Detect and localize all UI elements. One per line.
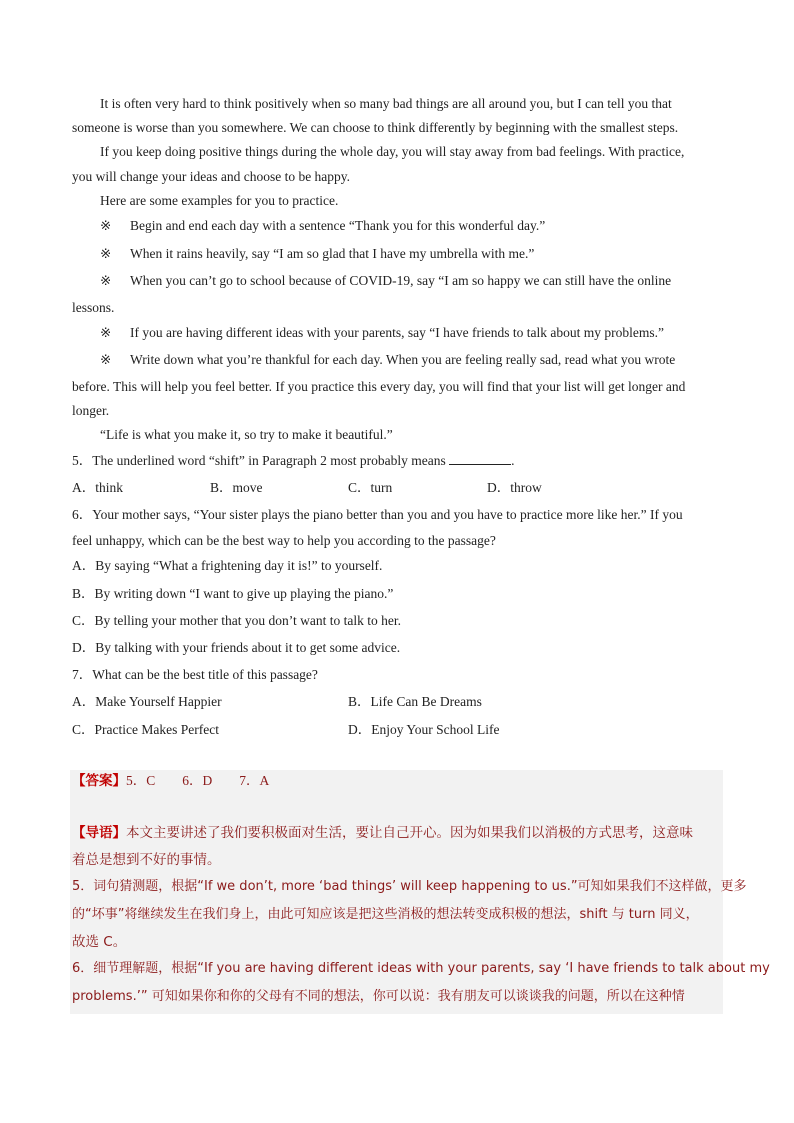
q6-option-d: D．By talking with your friends about it to get some advice. xyxy=(72,640,401,655)
explain-5-line3: 故选 C。 xyxy=(72,934,127,950)
bullet-text: If you are having different ideas with your parents, say “I have friends to talk about my problems.” xyxy=(130,325,664,340)
answer-blank xyxy=(449,451,511,465)
passage-closing: “Life is what you make it, so try to make it beautiful.” xyxy=(100,427,393,442)
passage-p1-line2: someone is worse than you somewhere. We can choose to think differently by beginning with the smallest steps. xyxy=(72,120,679,135)
answer-line xyxy=(72,771,727,791)
explain-6-line2: problems.’” 可知如果你和你的父母有不同的想法，你可以说：我有朋友可以谈谈我的问题，所以在这种情 xyxy=(72,989,685,1004)
answer-tag: 【答案】 xyxy=(72,773,126,789)
bullet-item-1 xyxy=(100,216,750,236)
q6-option-c: C．By telling your mother that you don’t want to talk to her. xyxy=(72,613,401,628)
bullet-item-3-cont: lessons. xyxy=(72,300,115,315)
q7-option-a: A．Make Yourself Happier xyxy=(72,694,222,709)
bullet-item-5-cont2: longer. xyxy=(72,403,110,418)
bullet-item-2 xyxy=(100,244,750,264)
bullet-text: When you can’t go to school because of COVID-19, say “I am so happy we can still have the online xyxy=(130,273,672,288)
bullet-text: When it rains heavily, say “I am so glad that I have my umbrella with me.” xyxy=(130,246,535,261)
bullet-item-4 xyxy=(100,323,750,343)
passage-p2-line2: you will change your ideas and choose to be happy. xyxy=(72,169,351,184)
bullet-item-5 xyxy=(100,350,750,370)
explain-5-line2: 的“坏事”将继续发生在我们身上，由此可知应该是把这些消极的想法转变成积极的想法，shift 与 turn 同义， xyxy=(72,907,699,922)
reference-mark-icon: ※ xyxy=(100,246,112,261)
question-5-stem: 5．The underlined word “shift” in Paragraph 2 most probably means . xyxy=(72,453,515,468)
bullet-item-3 xyxy=(100,271,750,291)
q5-option-d: D．throw xyxy=(487,480,542,495)
question-6-stem-line2: feel unhappy, which can be the best way to help you according to the passage? xyxy=(72,533,496,548)
guide-tag: 【导语】 xyxy=(72,825,126,841)
answer-values: 5．C 6．D 7．A xyxy=(126,773,270,788)
passage-p3: Here are some examples for you to practice. xyxy=(100,193,339,208)
bullet-item-5-cont1: before. This will help you feel better. If you practice this every day, you will find that your list will get longer and xyxy=(72,379,686,394)
reference-mark-icon: ※ xyxy=(100,352,112,367)
q5-option-c: C．turn xyxy=(348,480,393,495)
reference-mark-icon: ※ xyxy=(100,218,112,233)
q6-option-b: B．By writing down “I want to give up playing the piano.” xyxy=(72,586,394,601)
explain-6-line1: 6．细节理解题，根据“If you are having different ideas with your parents, say ‘I have friends to talk about my xyxy=(72,961,770,976)
q7-option-d: D．Enjoy Your School Life xyxy=(348,722,500,737)
q5-option-a: A．think xyxy=(72,480,124,495)
question-6-stem-line1: 6．Your mother says, “Your sister plays the piano better than you and you have to practice more like her.” If you xyxy=(72,507,683,522)
passage-p2-line1: If you keep doing positive things during the whole day, you will stay away from bad feelings. With practice, xyxy=(100,144,685,159)
reference-mark-icon: ※ xyxy=(100,273,112,288)
bullet-text: Write down what you’re thankful for each day. When you are feeling really sad, read what you wrote xyxy=(130,352,676,367)
q7-option-c: C．Practice Makes Perfect xyxy=(72,722,219,737)
question-7-stem: 7．What can be the best title of this passage? xyxy=(72,667,318,682)
guide-line1: 【导语】本文主要讲述了我们要积极面对生活，要让自己开心。因为如果我们以消极的方式思考，这意味 xyxy=(72,825,693,841)
reference-mark-icon: ※ xyxy=(100,325,112,340)
explain-5-line1: 5．词句猜测题，根据“If we don’t, more ‘bad things’ will keep happening to us.”可知如果我们不这样做，更多 xyxy=(72,879,747,894)
guide-line2: 着总是想到不好的事情。 xyxy=(72,852,221,868)
q5-option-b: B．move xyxy=(210,480,263,495)
q7-option-b: B．Life Can Be Dreams xyxy=(348,694,482,709)
q6-option-a: A．By saying “What a frightening day it is!” to yourself. xyxy=(72,558,383,573)
bullet-text: Begin and end each day with a sentence “Thank you for this wonderful day.” xyxy=(130,218,546,233)
passage-p1-line1: It is often very hard to think positively when so many bad things are all around you, but I can tell you that xyxy=(100,96,672,111)
